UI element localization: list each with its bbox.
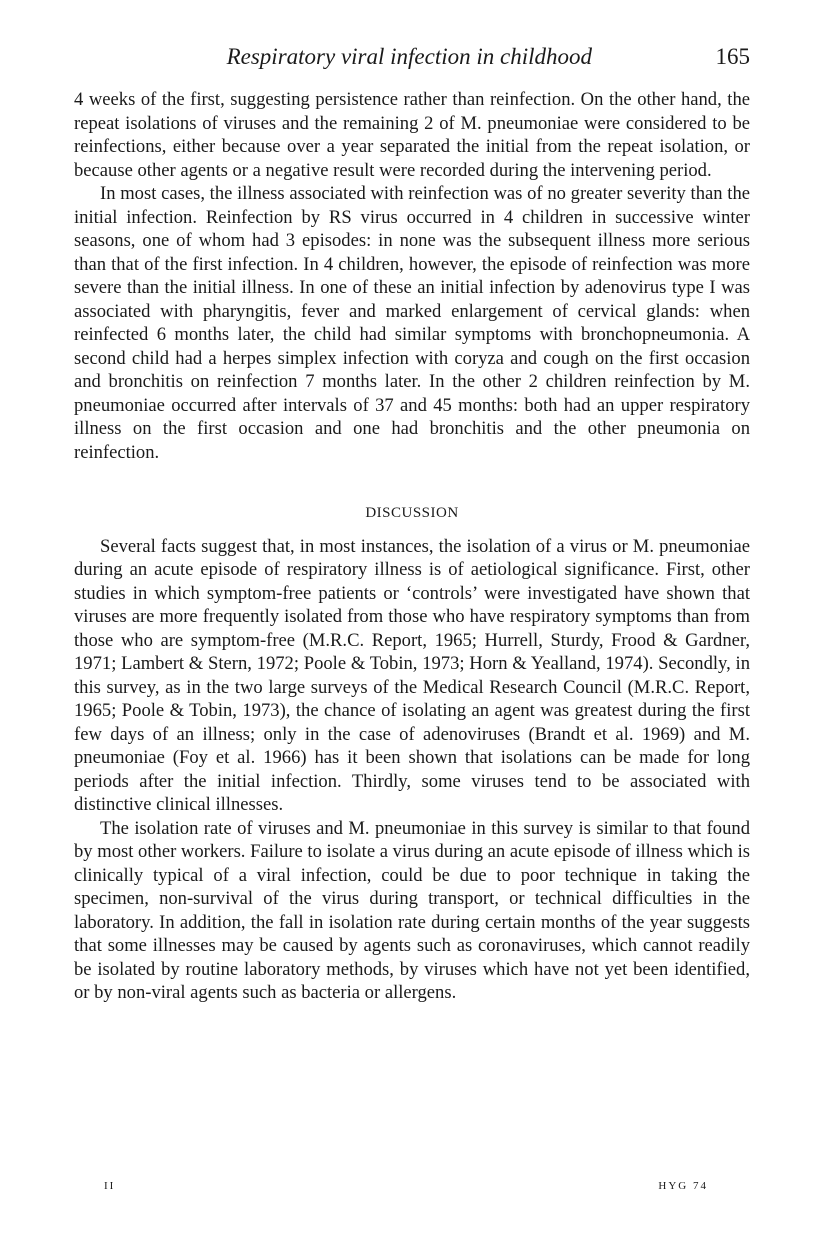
running-title: Respiratory viral infection in childhood [226,44,592,69]
page-header [74,44,750,76]
paragraph-discussion-isolation-rate: The isolation rate of viruses and M. pneumoniae in this survey is similar to that found by most other workers. Failure to isolate a virus during an acute episode of illness which is clinically typical of a viral infection, could be due to poor technique in taking the specimen, non-survival of the virus during transport, or technical difficulties in the laboratory. In addition, the fall in isolation rate during certain months of the year suggests that some illnesses may be caused by agents such as coronaviruses, which cannot readily be isolated by routine laboratory methods, by viruses which have not yet been identified, or by non-viral agents such as bacteria or allergens. [74,817,750,1003]
page-number: 165 [715,44,750,69]
body-text [74,88,750,1005]
footer-signature: II [104,1180,116,1192]
paragraph-discussion-facts: Several facts suggest that, in most instances, the isolation of a virus or M. pneumoniae during an acute episode of respiratory illness is of aetiological significance. First, other studies in which symptom-free patients or ‘controls’ were investigated have shown that viruses are more frequently isolated from those who have respiratory symptoms than from those who are symptom-free (M.R.C. Report, 1965; Hurrell, Sturdy, Frood & Gardner, 1971; Lambert & Stern, 1972; Poole & Tobin, 1973; Horn & Yealland, 1974). Secondly, in this survey, as in the two large surveys of the Medical Research Council (M.R.C. Report, 1965; Poole & Tobin, 1973), the chance of isolating an agent was greatest during the first few days of an illness; only in the case of adenoviruses (Brandt et al. 1969) and M. pneumoniae (Foy et al. 1966) has it been shown that isolations can be made for long periods after the initial infection. Thirdly, some viruses tend to be associated with distinctive clinical illnesses. [74,535,750,815]
paragraph-reinfection-severity: In most cases, the illness associated with reinfection was of no greater severity than the initial infection. Reinfection by RS virus occurred in 4 children in successive winter seasons, one of whom had 3 episodes: in none was the subsequent illness more serious than that of the first infection. In 4 children, however, the episode of reinfection was more severe than the initial illness. In one of these an initial infection by adenovirus type I was associated with pharyngitis, fever and marked enlargement of cervical glands: when reinfected 6 months later, the child had similar symptoms with bronchopneumonia. A second child had a herpes simplex infection with coryza and cough on the first occasion and bronchitis on reinfection 7 months later. In the other 2 children reinfection by M. pneumoniae occurred after intervals of 37 and 45 months: both had an upper respiratory illness on the first occasion and one had bronchitis and the other pneumonia on reinfection. [74,183,750,463]
paragraph-continuation: 4 weeks of the first, suggesting persistence rather than reinfection. On the other hand, the repeat isolations of viruses and the remaining 2 of M. pneumoniae were considered to be reinfections, either because over a year separated the initial from the repeat isolation, or because other agents or a negative result were recorded during the intervening period. [74,89,750,181]
section-heading-discussion: DISCUSSION [365,505,459,521]
page-footer [104,1180,708,1196]
footer-journal-ref: HYG 74 [658,1180,708,1192]
